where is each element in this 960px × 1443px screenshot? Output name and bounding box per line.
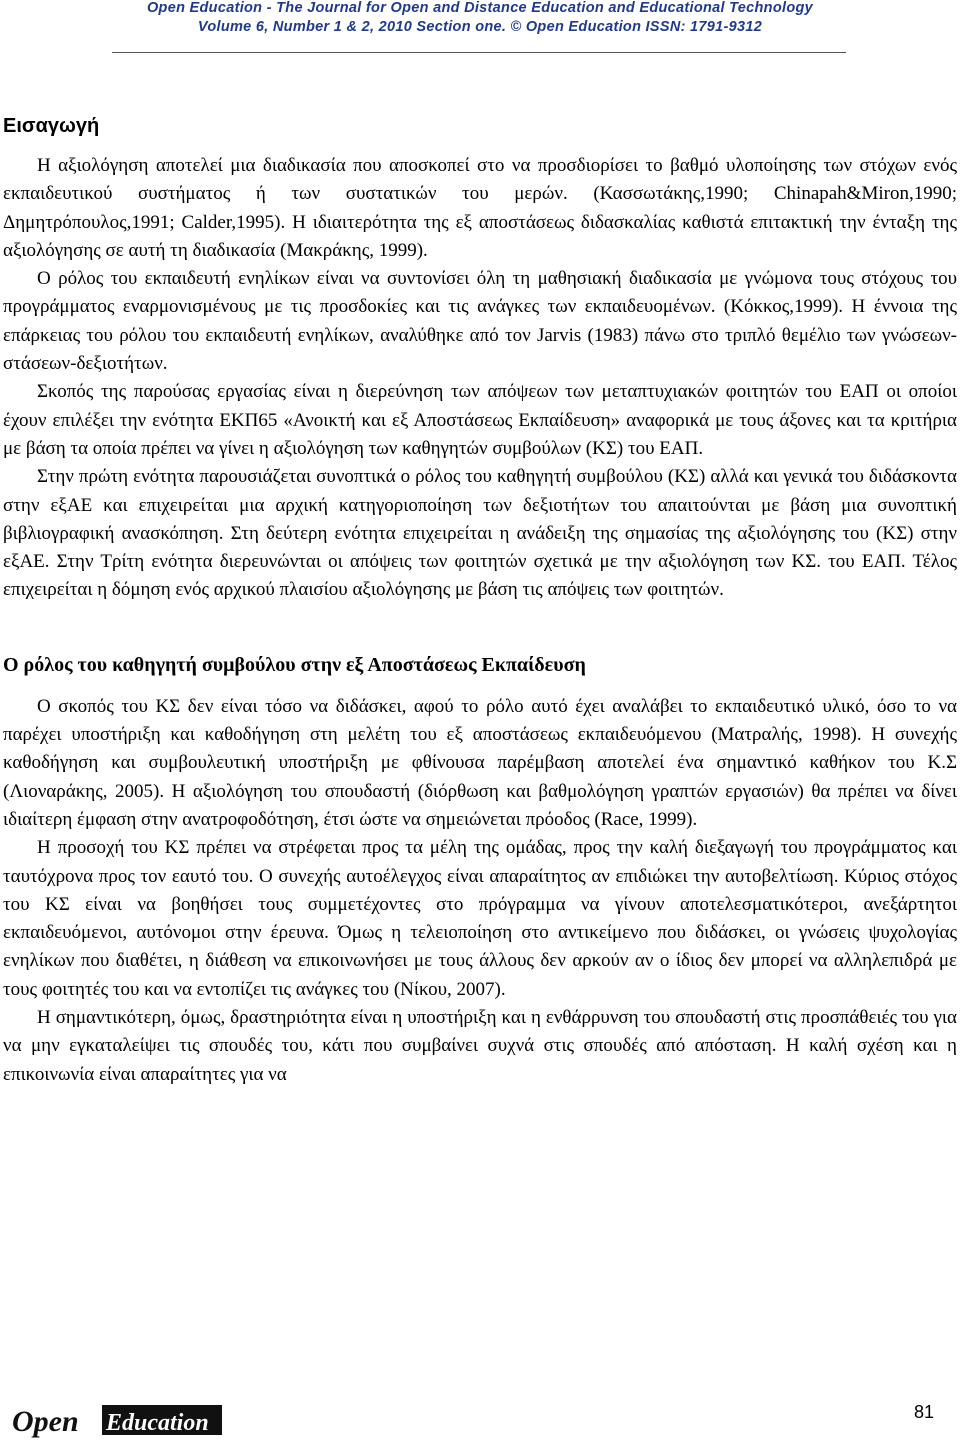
logo-word-open: Open [12, 1405, 79, 1438]
paragraph: Στην πρώτη ενότητα παρουσιάζεται συνοπτικά ο ρόλος του καθηγητή συμβούλου (ΚΣ) αλλά και γενικά του διδάσκοντα στην εξΑΕ και επιχειρείται μια αρχική κατηγοριοποίηση των δεξιοτήτων του απαιτούνται με βάση μια συνοπτική βιβλιογραφική ανασκόπηση. Στη δεύτερη ενότητα επιχειρείται η ανάδειξη της σημασίας της αξιολόγησης του (ΚΣ) στην εξΑΕ. Στην Τρίτη ενότητα διερευνώνται οι απόψεις των φοιτητών σχετικά με την αξιολόγηση των ΚΣ. του ΕΑΠ. Τέλος επιχειρείται η δόμηση ενός αρχικού πλαισίου αξιολόγησης με βάση τις απόψεις των φοιτητών. [3, 466, 957, 601]
article-body [3, 112, 957, 1089]
paragraph: Η σημαντικότερη, όμως, δραστηριότητα είναι η υποστήριξη και η ενθάρρυνση του σπουδαστή στις προσπάθειές του για να μην εγκαταλείψει τις σπουδές του, κάτι που συμβαίνει συχνά στις σπουδές από απόσταση. Η καλή σχέση και η επικοινωνία είναι απαραίτητες για να [3, 1007, 957, 1085]
paragraph: Ο ρόλος του εκπαιδευτή ενηλίκων είναι να συντονίσει όλη τη μαθησιακή διαδικασία με γνώμονα τους στόχους του προγράμματος εναρμονισμένους με τις προσδοκίες και τις ανάγκες των εκπαιδευομένων. (Κόκκος,1999). Η έννοια της επάρκειας του ρόλου του εκπαιδευτή ενηλίκων, αναλύθηκε από τον Jarvis (1983) πάνω στο τριπλό θεμέλιο των γνώσεων-στάσεων-δεξιοτήτων. [3, 268, 957, 375]
header-divider [112, 52, 846, 53]
paragraph: Η αξιολόγηση αποτελεί μια διαδικασία που αποσκοπεί στο να προσδιορίσει το βαθμό υλοποίησης των στόχων ενός εκπαιδευτικού συστήματος ή των συστατικών του μερών. (Κασσωτάκης,1990; Chinapah&Miron,1990; Δημητρόπουλος,1991; Calder,1995). Η ιδιαιτερότητα της εξ αποστάσεως διδασκαλίας καθιστά επιτακτική την ένταξη της αξιολόγησης σε αυτή τη διαδικασία (Μακράκης, 1999). [3, 155, 957, 261]
paragraph: Η προσοχή του ΚΣ πρέπει να στρέφεται προς τα μέλη της ομάδας, προς την καλή διεξαγωγή του προγράμματος και ταυτόχρονα προς τον εαυτό του. Ο συνεχής αυτοέλεγχος είναι απαραίτητος αν επιδιώκει την αυτοβελτίωση. Κύριος στόχος του ΚΣ είναι να βοηθήσει τους συμμετέχοντες στο πρόγραμμα να γίνουν αποτελεσματικότεροι, ανεξάρτητοι εκπαιδευόμενοι, αυτόνομοι στην έρευνα. Όμως η τελειοποίηση στο αντικείμενο που διδάσκει, οι γνώσεις ψυχολογίας ενηλίκων που διαθέτει, η διάθεση να επικοινωνήσει με τους άλλους δεν αρκούν αν ο ίδιος δεν μπορεί να αλληλεπιδρά με τους φοιτητές του και να εντοπίζει τις ανάγκες του (Νίκου, 2007). [3, 837, 957, 1000]
paragraph: Σκοπός της παρούσας εργασίας είναι η διερεύνηση των απόψεων των μεταπτυχιακών φοιτητών του ΕΑΠ οι οποίοι έχουν επιλέξει την ενότητα ΕΚΠ65 «Ανοικτή και εξ Αποστάσεως Εκπαίδευση» αναφορικά με τους άξονες και τα κριτήρια με βάση τα οποία πρέπει να γίνει η αξιολόγηση των καθηγητών συμβούλων (ΚΣ) του ΕΑΠ. [3, 381, 957, 459]
journal-title-line: Open Education - The Journal for Open and Distance Education and Educational Technology [146, 0, 814, 16]
section-title-introduction: Εισαγωγή [3, 115, 100, 137]
journal-volume-line: Volume 6, Number 1 & 2, 2010 Section one. © Open Education ISSN: 1791-9312 [197, 19, 763, 35]
section-title-role: Ο ρόλος του καθηγητή συμβούλου στην εξ Αποστάσεως Εκπαίδευση [3, 653, 586, 676]
open-education-logo [6, 1399, 222, 1439]
logo-word-education: Education [106, 1410, 209, 1436]
page-number: 81 [913, 1402, 934, 1422]
paragraph: Ο σκοπός του ΚΣ δεν είναι τόσο να διδάσκει, αφού το ρόλο αυτό έχει αναλάβει το εκπαιδευτικό υλικό, όσο το να παρέχει υποστήριξη και καθοδήγηση στη μελέτη του εξ αποστάσεως εκπαιδευόμενου (Ματραλής, 1998). Η συνεχής καθοδήγηση και συμβουλευτική υποστήριξη με φθίνουσα παρέμβαση αποτελεί ένα σημαντικό καθήκον του Κ.Σ (Λιοναράκης, 2005). Η αξιολόγηση του σπουδαστή (διόρθωση και βαθμολόγηση γραπτών εργασιών) θα πρέπει να δίνει ιδιαίτερη έμφαση στην ανατροφοδότηση, έτσι ώστε να σημειώνεται πρόοδος (Race, 1999). [3, 695, 957, 830]
